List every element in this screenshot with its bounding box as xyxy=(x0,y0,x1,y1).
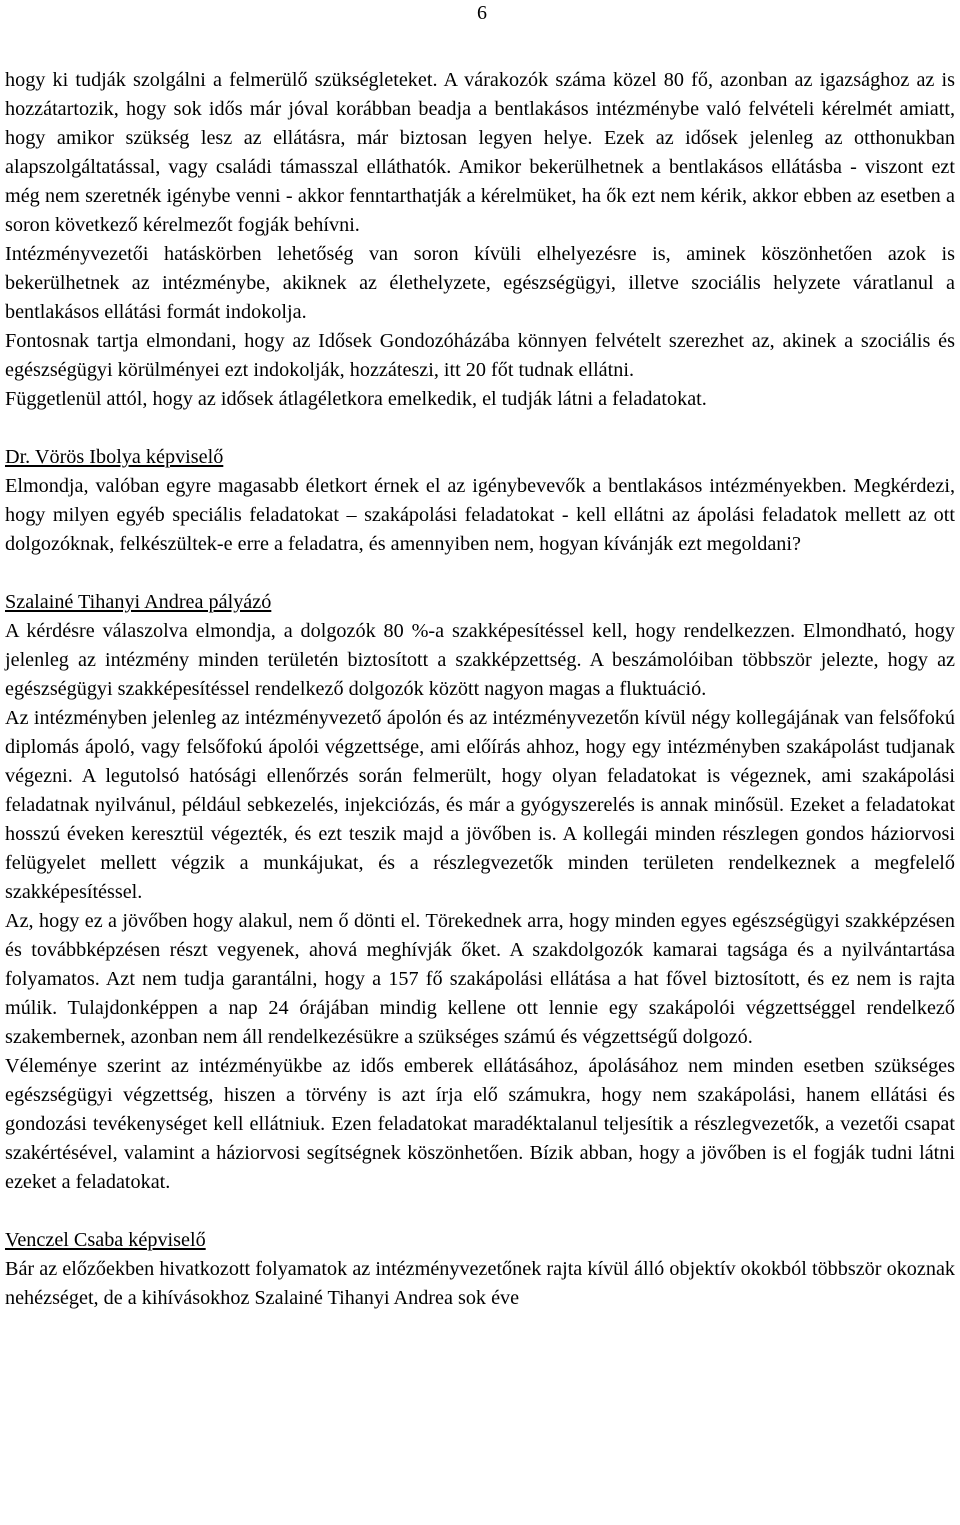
spacer xyxy=(5,1197,955,1226)
paragraph: A kérdésre válaszolva elmondja, a dolgozók 80 %-a szakképesítéssel kell, hogy rendelkezzen. Elmondható, hogy jelenleg az intézmény minden területén biztosított a szakképzettség. A beszámolóiban többször jelezte, hogy az egészségügyi szakképesítéssel rendelkező dolgozók között nagyon magas a fluktuáció. xyxy=(5,620,955,700)
paragraph: Függetlenül attól, hogy az idősek átlagéletkora emelkedik, el tudják látni a feladatokat. xyxy=(5,388,707,410)
spacer xyxy=(5,414,955,443)
speaker-heading: Szalainé Tihanyi Andrea pályázó xyxy=(5,591,272,613)
speaker-heading: Dr. Vörös Ibolya képviselő xyxy=(5,446,224,468)
document-body xyxy=(5,66,955,1313)
paragraph: Az intézményben jelenleg az intézményvezető ápolón és az intézményvezetőn kívül négy kollegájának van felsőfokú diplomás ápoló, vagy felsőfokú ápolói végzettsége, ami előírás ahhoz, hogy egy intézményben szakápolást tudjanak végezni. A legutolsó hatósági ellenőrzés során felmerült, hogy olyan feladatokat is végeznek, ami szakápolási feladatnak nyilvánul, például sebkezelés, injekciózás, és már a gyógyszerelés is annak minősül. Ezeket a feladatokat hosszú éveken keresztül végezték, és ezt teszik majd a jövőben is. A kollegái minden részlegen gondos háziorvosi felügyelet mellett végzik a munkájukat, és a részlegvezetők minden területen rendelkeznek a megfelelő szakképesítéssel. xyxy=(5,707,955,903)
page-number: 6 xyxy=(477,2,487,24)
paragraph: Fontosnak tartja elmondani, hogy az Idősek Gondozóházába könnyen felvételt szerezhet az, akinek a szociális és egészségügyi körülményei ezt indokolják, hozzáteszi, itt 20 főt tudnak ellátni. xyxy=(5,330,955,381)
paragraph: Bár az előzőekben hivatkozott folyamatok az intézményvezetőnek rajta kívül álló objektív okokból többször okoznak nehézséget, de a kihívásokhoz Szalainé Tihanyi Andrea sok éve xyxy=(5,1258,955,1309)
paragraph: Intézményvezetői hatáskörben lehetőség van soron kívüli elhelyezésre is, aminek köszönhetően azok is bekerülhetnek az intézménybe, akiknek az élethelyzete, egészségügyi, illetve szociális helyzete váratlanul a bentlakásos ellátási formát indokolja. xyxy=(5,243,955,323)
paragraph: Véleménye szerint az intézményükbe az idős emberek ellátásához, ápolásához nem minden esetben szükséges egészségügyi végzettség, hiszen a törvény is azt írja elő számukra, hogy nem szakápolási, hanem ellátási és gondozási tevékenységet kell ellátniuk. Ezen feladatokat maradéktalanul teljesítik a részlegvezetők, a vezetői csapat szakértésével, valamint a háziorvosi segítségnek köszönhetően. Bízik abban, hogy a jövőben is el fogják tudni látni ezeket a feladatokat. xyxy=(5,1055,955,1193)
spacer xyxy=(5,559,955,588)
paragraph: Az, hogy ez a jövőben hogy alakul, nem ő dönti el. Törekednek arra, hogy minden egyes egészségügyi szakképzésen és továbbképzésen részt vegyenek, ahová meghívják őket. A szakdolgozók kamarai tagsága és a nyilvántartása folyamatos. Azt nem tudja garantálni, hogy a 157 fő szakápolási ellátása a hat fővel biztosított, és ez nem is rajta múlik. Tulajdonképpen a nap 24 órájában mindig kellene ott lennie egy szakápolói végzettséggel rendelkező szakembernek, azonban nem áll rendelkezésükre a szükséges számú és végzettségű dolgozó. xyxy=(5,910,955,1048)
paragraph: Elmondja, valóban egyre magasabb életkort érnek el az igénybevevők a bentlakásos intézményekben. Megkérdezi, hogy milyen egyéb speciális feladatokat – szakápolási feladatokat - kell ellátni az ápolási feladatok mellett az ott dolgozóknak, felkészültek-e erre a feladatra, és amennyiben nem, hogyan kívánják ezt megoldani? xyxy=(5,475,955,555)
paragraph: hogy ki tudják szolgálni a felmerülő szükségleteket. A várakozók száma közel 80 fő, azonban az igazsághoz az is hozzátartozik, hogy sok idős már jóval korábban beadja a bentlakásos intézménybe való felvételi kérelmét amiatt, hogy amikor szükség lesz az ellátásra, már biztosan legyen helye. Ezek az idősek jelenleg az otthonukban alapszolgáltatással, vagy családi támasszal elláthatók. Amikor bekerülhetnek a bentlakásos ellátásba - viszont ezt még nem szeretnék igénybe venni - akkor fenntarthatják a kérelmüket, ha ők ezt nem kérik, akkor ebben az esetben a soron következő kérelmezőt fogják behívni. xyxy=(5,69,955,236)
speaker-heading: Venczel Csaba képviselő xyxy=(5,1229,206,1251)
